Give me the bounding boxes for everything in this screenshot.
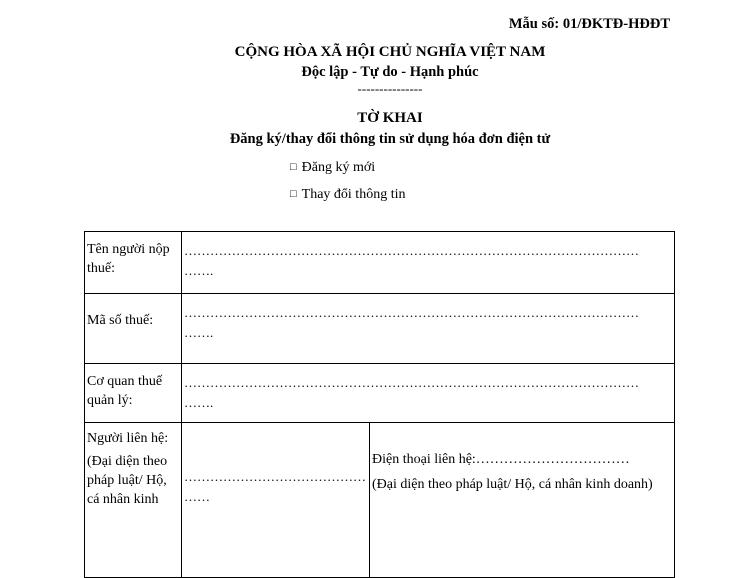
option-register-new[interactable]	[290, 160, 375, 176]
document-subtitle: Đăng ký/thay đổi thông tin sử dụng hóa đơn điện tử	[229, 131, 551, 147]
table-row	[85, 364, 675, 423]
nation-heading: CỘNG HÒA XÃ HỘI CHỦ NGHĨA VIỆT NAM	[234, 44, 546, 60]
document-title: TỜ KHAI	[357, 110, 423, 126]
contact-person-label: Người liên hệ: (Đại diện theo pháp luật/ Hộ, cá nhân kinh	[85, 423, 182, 578]
separator-line: ---------------	[357, 81, 423, 96]
table-row	[85, 423, 675, 578]
tax-code-field[interactable]: …………………………………………………………………………………………… …….	[182, 294, 675, 364]
table-row	[85, 232, 675, 294]
tax-authority-label: Cơ quan thuế quản lý:	[85, 364, 182, 423]
checkbox-icon[interactable]: □	[290, 188, 297, 200]
taxpayer-name-label: Tên người nộp thuế:	[85, 232, 182, 294]
option-label: Thay đổi thông tin	[301, 187, 406, 202]
taxpayer-name-field[interactable]: …………………………………………………………………………………………… …….	[182, 232, 675, 294]
checkbox-icon[interactable]: □	[290, 161, 297, 173]
contact-person-note: (Đại diện theo pháp luật/ Hộ, cá nhân kinh	[87, 454, 168, 507]
phone-label: Điện thoại liên hệ:……………………………	[372, 452, 630, 467]
declaration-form-table	[84, 231, 675, 578]
phone-note: (Đại diện theo pháp luật/ Hộ, cá nhân kinh doanh)	[372, 477, 653, 492]
phone-cell[interactable]	[370, 423, 675, 578]
contact-person-field[interactable]: …………………………………… ……	[182, 423, 370, 578]
option-label: Đăng ký mới	[301, 160, 376, 175]
tax-authority-field[interactable]: …………………………………………………………………………………………… …….	[182, 364, 675, 423]
table-row	[85, 294, 675, 364]
motto: Độc lập - Tự do - Hạnh phúc	[301, 64, 479, 80]
form-code: Mẫu số: 01/ĐKTĐ-HĐĐT	[508, 16, 670, 32]
option-change-info[interactable]	[290, 187, 405, 203]
tax-code-label: Mã số thuế:	[85, 294, 182, 364]
